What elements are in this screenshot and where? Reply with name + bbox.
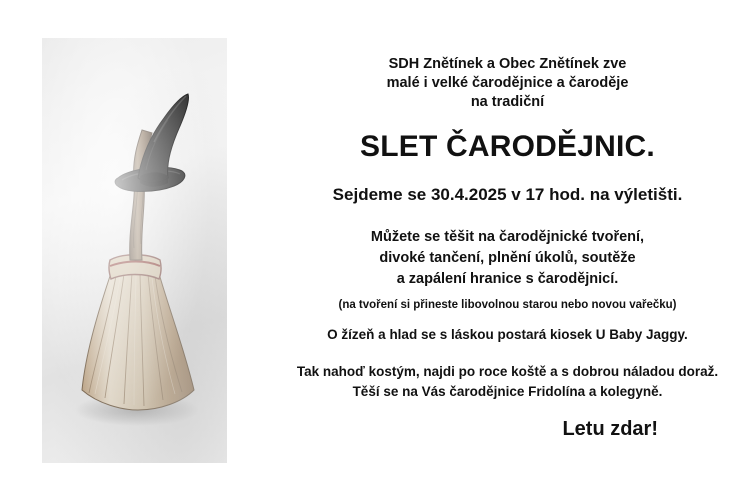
illustration-column — [0, 0, 265, 500]
program-block — [265, 227, 750, 290]
intro-line-3: na tradiční — [470, 94, 545, 111]
poster-title: SLET ČARODĚJNIC. — [360, 130, 655, 164]
program-line-3: a zapálení hranice s čarodějnicí. — [396, 271, 619, 288]
closing-line-2: Těší se na Vás čarodějnice Fridolína a kolegyně. — [352, 383, 663, 399]
intro-line-2: malé i velké čarodějnice a čaroděje — [386, 75, 629, 92]
intro-line-1: SDH Znětínek a Obec Znětínek zve — [388, 56, 627, 72]
closing-line-1: Tak nahoď kostým, najdi po roce koště a s dobrou náladou doraž. — [296, 364, 719, 380]
illustration-frame — [42, 38, 227, 463]
refreshments-line: O žízeň a hlad se s láskou postará kiosek U Baby Jaggy. — [327, 327, 688, 343]
program-line-1: Můžete se těšit na čarodějnické tvoření, — [370, 229, 645, 246]
closing-block — [265, 362, 750, 401]
intro-block — [265, 55, 750, 112]
meeting-details: Sejdeme se 30.4.2025 v 17 hod. na výletišti. — [332, 185, 683, 205]
poster-text-column — [265, 0, 750, 500]
program-note: (na tvoření si přineste libovolnou starou nebo novou vařečku) — [338, 299, 677, 312]
witch-broom-with-hat-icon — [42, 38, 227, 463]
program-line-2: divoké tančení, plnění úkolů, soutěže — [379, 250, 636, 267]
signoff-text: Letu zdar! — [562, 417, 658, 440]
